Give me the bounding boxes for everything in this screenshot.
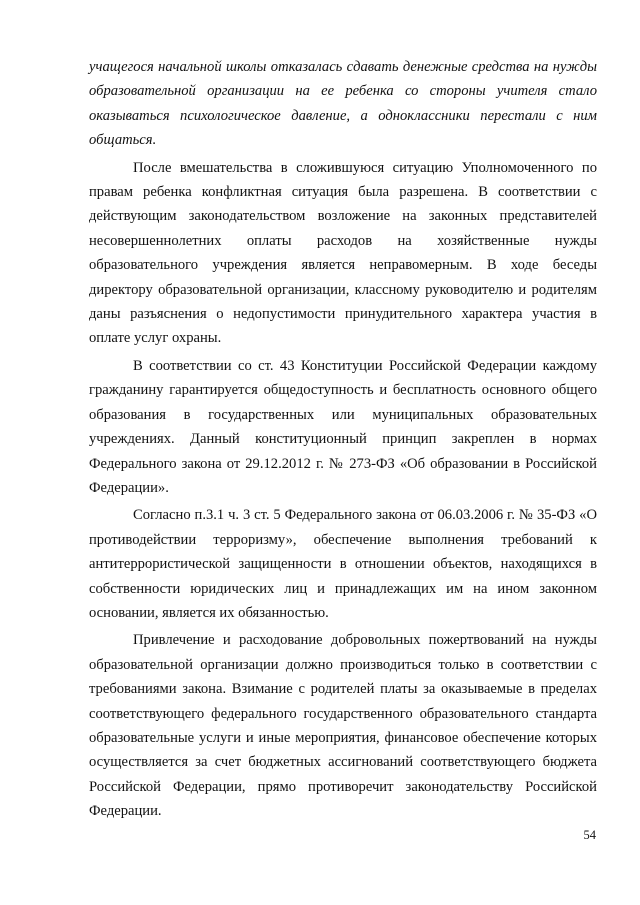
paragraph-donations: Привлечение и расходование добровольных пожертвований на нужды образовательной организации должно производиться только в соответствии с требованиями закона. Взимание с родителей платы за оказываемые в пределах соответствующего федерального государственного образовательного стандарта образовательные услуги и иные мероприятия, финансовое обеспечение которых осуществляется за счет бюджетных ассигнований соответствующего бюджета Российской Федерации, прямо противоречит законодательству Российской Федерации. [89, 632, 597, 820]
paragraph-intervention: После вмешательства в сложившуюся ситуацию Уполномоченного по правам ребенка конфликтная ситуация была разрешена. В соответствии с действующим законодательством возложение на законных представителей несовершеннолетних оплаты расходов на хозяйственные нужды образовательного учреждения является неправомерным. В ходе беседы директору образовательной организации, классному руководителю и родителям даны разъяснения о недопустимости принудительного характера участия в оплате услуг охраны. [89, 159, 597, 347]
paragraph-case-continuation: учащегося начальной школы отказалась сдавать денежные средства на нужды образовательной организации на ее ребенка со стороны учителя стало оказываться психологическое давление, а одноклассники перестали с ним общаться. [89, 59, 597, 149]
page-number: 54 [583, 828, 596, 842]
paragraph-terrorism-law: Согласно п.3.1 ч. 3 ст. 5 Федерального закона от 06.03.2006 г. № 35-ФЗ «О противодействии терроризму», обеспечение выполнения требований к антитеррористической защищенности в отношении объектов, находящихся в собственности юридических лиц и принадлежащих им на ином законном основании, является их обязанностью. [89, 507, 597, 621]
document-body [89, 55, 597, 824]
paragraph-constitution: В соответствии со ст. 43 Конституции Российской Федерации каждому гражданину гарантируется общедоступность и бесплатность основного общего образования в государственных или муниципальных образовательных учреждениях. Данный конституционный принцип закреплен в нормах Федерального закона от 29.12.2012 г. № 273-ФЗ «Об образовании в Российской Федерации». [89, 357, 597, 496]
